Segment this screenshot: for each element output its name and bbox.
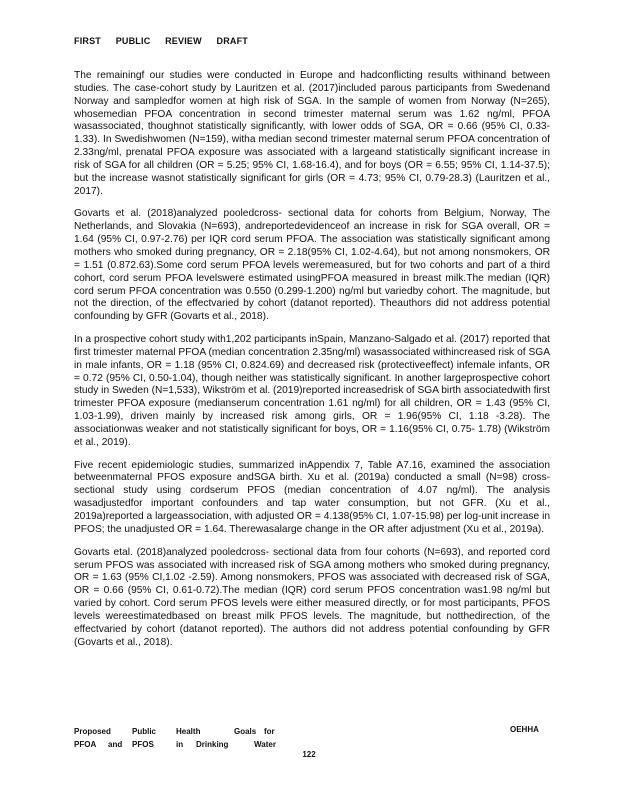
paragraph-pfoa-european-studies: The remainingf our studies were conducted in Europe and hadconflicting results withinand between studies. The case-cohort study by Lauritzen et al. (2017)included parous participants from Swedenand Norway and sampledfor women at high risk of SGA. In the sample of women from Norway (N=265), whosemedian PFOA concentration in second trimester maternal serum was 1.62 ng/ml, PFOA wasassociated, thoughnot statistically significantly, with lower odds of SGA, OR = 0.66 (95% CI, 0.33-1.33). In Swedishwomen (N=159), witha median second trimester maternal serum PFOA concentration of 2.33ng/ml, prenatal PFOA exposure was associated with a largeand statistically significant increase in risk of SGA for all children (OR = 5.25; 95% CI, 1.68-16.4), and for boys (OR = 6.55; 95% CI, 1.14-37.5); but the increase wasnot statistically significant for girls (OR = 4.73; 95% CI, 0.79-28.3) (Lauritzen et al., 2017). [74,70,550,197]
footer-title-line-1 [74,725,294,738]
page-number: 122 [302,750,316,759]
footer-document-title [74,725,294,751]
paragraph-govarts-pfoa: Govarts et al. (2018)analyzed pooledcross- sectional data for cohorts from Belgium, Norway, The Netherlands, and Slovakia (N=693), andreportedevidenceof an increase in risk for SGA overall, OR = 1.64 (95% CI, 0.97-2.76) per IQR cord serum PFOA. The association was statistically significant among mothers who smoked during pregnancy, OR = 2.18(95% CI, 1.02-4.64), but not among nonsmokers, OR = 1.51 (0.872.63).Some cord serum PFOA levels weremeasured, but for two cohorts and part of a third cohort, cord serum PFOA levelswere estimated usingPFOA measured in breast milk.The median (IQR) cord serum PFOA concentration was 0.550 (0.299-1.200) ng/ml but variedby cohort. The magnitude, but not the direction, of the effectvaried by cohort (datanot reported). Theauthors did not address potential confounding by GFR (Govarts et al., 2018). [74,208,550,323]
footer-word: Proposed [74,727,111,736]
footer-word: Public [132,727,157,736]
footer-word: and [108,740,123,749]
paragraph-pfos-studies: Five recent epidemiologic studies, summarized inAppendix 7, Table A7.16, examined the association betweenmaternal PFOS exposure andSGA birth. Xu et al. (2019a) conducted a small (N=98) cross-sectional study using cordserum PFOS (median concentration of 4.07 ng/ml). The analysis wasadjustedfor important confounders and tap water consumption, but not GFR. (Xu et al., 2019a)reported a largeassociation, with adjusted OR = 4.138(95% CI, 1.07-15.98) per log-unit increase in PFOS; the unadjusted OR = 1.64. Therewasalarge change in the OR after adjustment (Xu et al., 2019a). [74,459,550,535]
body-text [74,70,550,659]
paragraph-prospective-cohorts: In a prospective cohort study with1,202 participants inSpain, Manzano-Salgado et al. (2017) reported that first trimester maternal PFOA (median concentration 2.35ng/ml) wasassociated withincreased risk of SGA in male infants, OR = 1.18 (95% CI, 0.824.69) and decreased risk (protectiveeffect) infemale infants, OR = 0.72 (95% CI, 0.50-1.04), though neither was statistically significant. In another largeprospective cohort study in Sweden (N=1,533), Wikström et al. (2019)reported increasedrisk of SGA birth associatedwith first trimester PFOA exposure (medianserum concentration 1.61 ng/ml) for all children, OR = 1.43 (95% CI, 1.03-1.99), driven mainly by increased risk among girls, OR = 1.96(95% CI, 1.18 -3.28). The associationwas weaker and not statistically significant for boys, OR = 1.16(95% CI, 0.75- 1.78) (Wikström et al., 2019). [74,334,550,448]
footer-agency: OEHHA [510,725,539,734]
footer-word: PFOS [132,740,154,749]
footer-word: Water [254,740,276,749]
footer-word: Health [176,727,201,736]
footer-word: in [176,740,184,749]
footer-word: PFOA [74,740,97,749]
footer-word: for [264,727,275,736]
footer-word: Goals [234,727,257,736]
footer-word: Drinking [196,740,229,749]
paragraph-govarts-pfos: Govarts etal. (2018)analyzed pooledcross- sectional data from four cohorts (N=693), and reported cord serum PFOS was associated with increased risk of SGA among mothers who smoked during pregnancy, OR = 1.63 (95% CI,1.02 -2.59). Among nonsmokers, PFOS was associated with decreased risk of SGA, OR = 0.66 (95% CI, 0.61-0.72).The median (IQR) cord serum PFOS concentration was1.98 ng/ml but varied by cohort. Cord serum PFOS levels were either measured directly, or for most participants, PFOS levels wereestimatedbased on breast milk PFOS levels. The magnitude, but notthedirection, of the effectvaried by cohort (datanot reported). The authors did not address potential confounding by GFR (Govarts et al., 2018). [74,546,550,648]
draft-header: FIRST PUBLIC REVIEW DRAFT [74,36,248,46]
